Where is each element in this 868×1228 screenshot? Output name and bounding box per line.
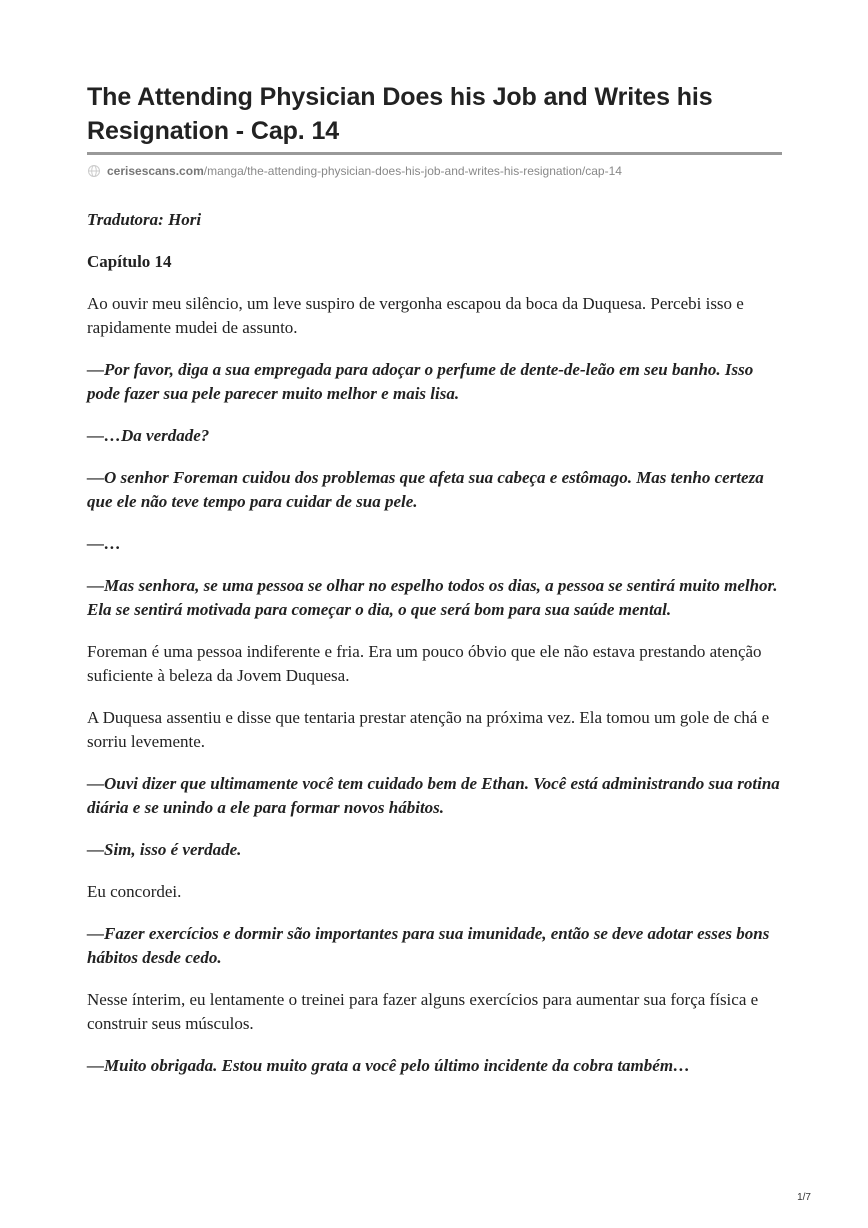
dialogue-line: —Fazer exercícios e dormir são importantes para sua imunidade, então se deve adotar esses bons hábitos desde cedo.	[87, 924, 770, 967]
dialogue-line: —Mas senhora, se uma pessoa se olhar no espelho todos os dias, a pessoa se sentirá muito melhor. Ela se sentirá motivada para começar o dia, o que será bom para sua saúde mental.	[87, 576, 778, 619]
document-page	[87, 0, 782, 1096]
paragraph: A Duquesa assentiu e disse que tentaria prestar atenção na próxima vez. Ela tomou um gole de chá e sorriu levemente.	[87, 708, 770, 751]
dialogue-line: —…	[87, 534, 121, 553]
dialogue-line: —O senhor Foreman cuidou dos problemas que afeta sua cabeça e estômago. Mas tenho certeza que ele não teve tempo para cuidar de sua pele.	[87, 468, 764, 511]
page-title: The Attending Physician Does his Job and Writes his Resignation - Cap. 14	[87, 83, 713, 145]
dialogue-line: —…Da verdade?	[87, 426, 210, 445]
dialogue-line: —Muito obrigada. Estou muito grata a você pelo último incidente da cobra também…	[87, 1056, 691, 1075]
translator-credit: Tradutora: Hori	[87, 210, 202, 229]
paragraph: Foreman é uma pessoa indiferente e fria. Era um pouco óbvio que ele não estava prestando atenção suficiente à beleza da Jovem Duquesa.	[87, 642, 762, 685]
page-number: 1/7	[797, 1192, 811, 1203]
chapter-heading: Capítulo 14	[87, 252, 172, 271]
source-url[interactable]	[87, 163, 782, 179]
dialogue-line: —Por favor, diga a sua empregada para adoçar o perfume de dente-de-leão em seu banho. Isso pode fazer sua pele parecer muito melhor e mais lisa.	[87, 360, 754, 403]
paragraph: Eu concordei.	[87, 882, 182, 901]
url-path[interactable]: /manga/the-attending-physician-does-his-job-and-writes-his-resignation/cap-14	[203, 164, 622, 178]
dialogue-line: —Ouvi dizer que ultimamente você tem cuidado bem de Ethan. Você está administrando sua rotina diária e se unindo a ele para formar novos hábitos.	[87, 774, 780, 817]
paragraph: Ao ouvir meu silêncio, um leve suspiro de vergonha escapou da boca da Duquesa. Percebi isso e rapidamente mudei de assunto.	[87, 294, 744, 337]
title-divider	[87, 152, 782, 155]
dialogue-line: —Sim, isso é verdade.	[87, 840, 242, 859]
globe-icon	[87, 164, 101, 178]
paragraph: Nesse ínterim, eu lentamente o treinei para fazer alguns exercícios para aumentar sua força física e construir seus músculos.	[87, 990, 759, 1033]
url-domain[interactable]: cerisescans.com	[107, 164, 204, 178]
chapter-content	[87, 208, 782, 1078]
